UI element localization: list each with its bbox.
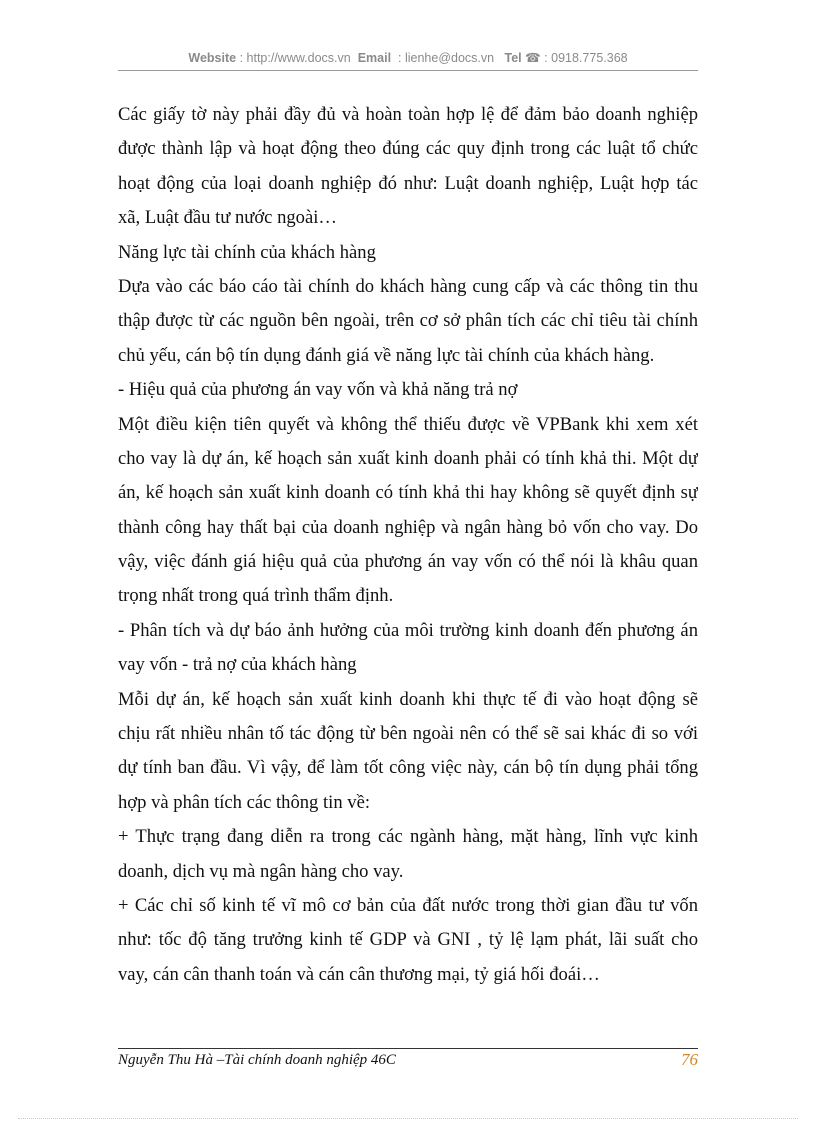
text-line: như: tốc độ tăng trưởng kinh tế GDP và GNI , tỷ lệ lạm phát, lãi suất cho xyxy=(118,929,698,951)
footer-divider xyxy=(118,1048,698,1049)
text-line: chủ yếu, cán bộ tín dụng đánh giá về năng lực tài chính của khách hàng. xyxy=(118,344,655,366)
page-number: 76 xyxy=(681,1050,698,1069)
text-line: chịu rất nhiều nhân tố tác động từ bên ngoài nên có thể sẽ sai khác đi so với xyxy=(118,723,698,745)
text-line: vậy, việc đánh giá hiệu quả của phương án vay vốn có thể nói là khâu quan xyxy=(118,551,698,573)
text-line: hoạt động của loại doanh nghiệp đó như: Luật doanh nghiệp, Luật hợp tác xyxy=(118,172,698,194)
footer-author: Nguyễn Thu Hà –Tài chính doanh nghiệp 46C xyxy=(118,1052,396,1068)
list-item: + Các chỉ số kinh tế vĩ mô cơ bản của đất nước trong thời gian đầu tư vốn xyxy=(118,894,698,916)
section-heading: Năng lực tài chính của khách hàng xyxy=(118,241,376,263)
tel-label: Tel xyxy=(504,51,522,65)
website-url[interactable]: : http://www.docs.vn xyxy=(239,51,351,65)
page-header xyxy=(118,50,698,70)
text-line: hợp và phân tích các thông tin về: xyxy=(118,791,370,813)
text-line: Dựa vào các báo cáo tài chính do khách hàng cung cấp và các thông tin thu xyxy=(118,275,698,297)
tel-number: ☎ : 0918.775.368 xyxy=(525,51,628,65)
text-line: xã, Luật đầu tư nước ngoài… xyxy=(118,207,337,229)
email-address[interactable]: : lienhe@docs.vn xyxy=(398,51,495,65)
text-line: doanh, dịch vụ mà ngân hàng cho vay. xyxy=(118,860,404,882)
text-line: thành công hay thất bại của doanh nghiệp và ngân hàng bỏ vốn cho vay. Do xyxy=(118,516,698,538)
email-label: Email xyxy=(357,51,392,65)
text-line: được thành lập và hoạt động theo đúng các quy định trong các luật tổ chức xyxy=(118,138,698,160)
text-line: cho vay là dự án, kế hoạch sản xuất kinh doanh phải có tính khả thi. Một dự xyxy=(118,447,698,469)
text-line: vay vốn - trả nợ của khách hàng xyxy=(118,654,357,676)
text-line: vay, cán cân thanh toán và cán cân thương mại, tỷ giá hối đoái… xyxy=(118,963,600,985)
list-item: + Thực trạng đang diễn ra trong các ngành hàng, mặt hàng, lĩnh vực kinh xyxy=(118,826,698,848)
text-line: dự tính ban đầu. Vì vậy, để làm tốt công việc này, cán bộ tín dụng phải tổng xyxy=(118,757,698,779)
header-divider xyxy=(118,70,698,71)
text-line: trọng nhất trong quá trình thẩm định. xyxy=(118,585,394,607)
text-line: Mỗi dự án, kế hoạch sản xuất kinh doanh khi thực tế đi vào hoạt động sẽ xyxy=(118,688,698,710)
text-line: thập được từ các nguồn bên ngoài, trên cơ sở phân tích các chỉ tiêu tài chính xyxy=(118,310,698,332)
text-line: án, kế hoạch sản xuất kinh doanh có tính khả thi hay không sẽ quyết định sự xyxy=(118,482,698,504)
website-label: Website xyxy=(188,51,237,65)
bullet-heading: - Hiệu quả của phương án vay vốn và khả năng trả nợ xyxy=(118,379,518,401)
text-line: Các giấy tờ này phải đầy đủ và hoàn toàn hợp lệ để đảm bảo doanh nghiệp xyxy=(118,104,698,125)
bullet-heading: - Phân tích và dự báo ảnh hưởng của môi trường kinh doanh đến phương án xyxy=(118,619,698,641)
page-bottom-border xyxy=(18,1118,798,1119)
text-line: Một điều kiện tiên quyết và không thể thiếu được về VPBank khi xem xét xyxy=(118,413,698,435)
document-body xyxy=(118,98,698,992)
